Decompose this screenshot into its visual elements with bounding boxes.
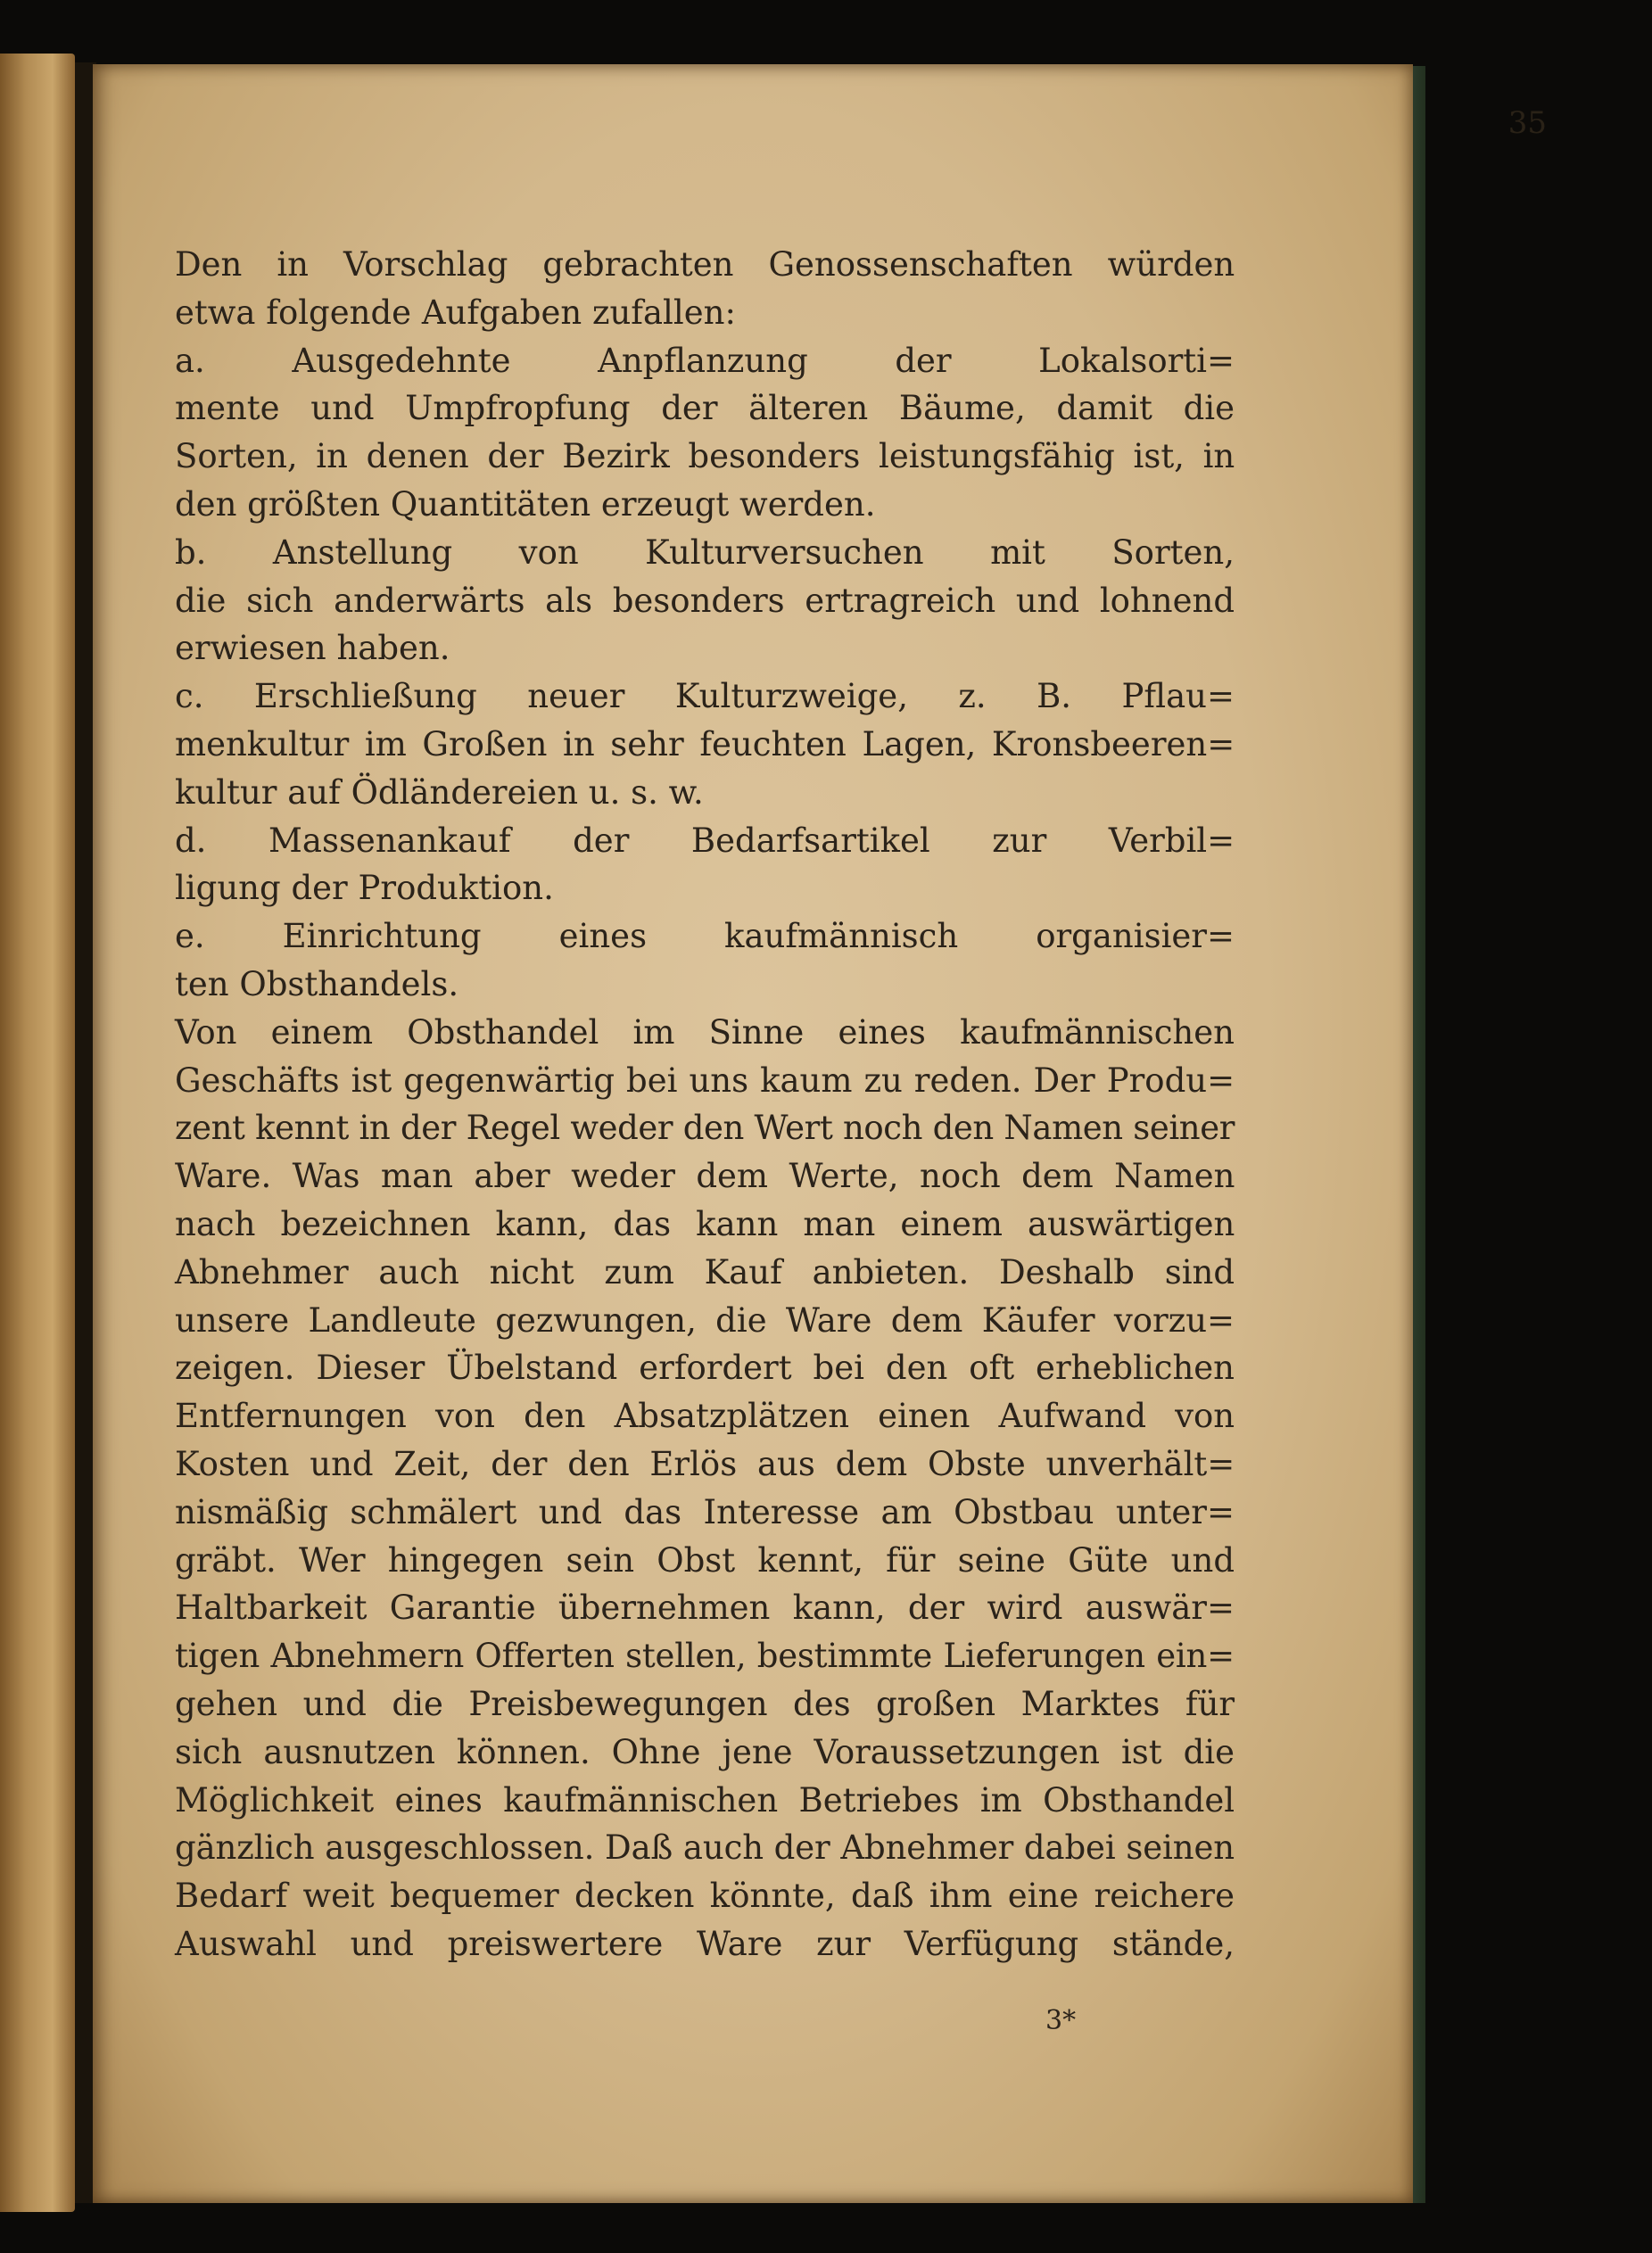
- page-number: 35: [1507, 105, 1547, 141]
- text-line: Den in Vorschlag gebrachten Genossenschaften würden: [175, 245, 1235, 284]
- text-line: gänzlich ausgeschlossen. Daß auch der Abnehmer dabei seinen: [175, 1828, 1235, 1868]
- text-line: tigen Abnehmern Offerten stellen, bestimmte Lieferungen ein=: [175, 1637, 1235, 1676]
- right-binding-edge: [1413, 66, 1425, 2203]
- text-line: mente und Umpfropfung der älteren Bäume, damit die: [175, 389, 1235, 428]
- text-line: kultur auf Ödländereien u. s. w.: [175, 772, 704, 812]
- text-line: die sich anderwärts als besonders ertragreich und lohnend: [175, 581, 1235, 620]
- text-line: Auswahl und preiswertere Ware zur Verfügung stände,: [175, 1924, 1235, 1963]
- text-line: zeigen. Dieser Übelstand erfordert bei den oft erheblichen: [175, 1349, 1235, 1388]
- text-line: erwiesen haben.: [175, 629, 450, 668]
- text-line: Entfernungen von den Absatzplätzen einen Aufwand von: [175, 1397, 1235, 1436]
- text-line: nach bezeichnen kann, das kann man einem auswärtigen: [175, 1204, 1235, 1243]
- text-line: zent kennt in der Regel weder den Wert noch den Namen seiner: [175, 1109, 1235, 1148]
- text-line: Ware. Was man aber weder dem Werte, noch dem Namen: [175, 1157, 1235, 1196]
- text-line: gräbt. Wer hingegen sein Obst kennt, für seine Güte und: [175, 1540, 1235, 1580]
- text-line: c. Erschließung neuer Kulturzweige, z. B. Pflau=: [175, 677, 1235, 716]
- body-text: [175, 241, 1235, 1968]
- text-line: Sorten, in denen der Bezirk besonders leistungsfähig ist, in: [175, 437, 1235, 476]
- text-line: ligung der Produktion.: [175, 869, 554, 908]
- text-line: den größten Quantitäten erzeugt werden.: [175, 484, 876, 524]
- text-line: Möglichkeit eines kaufmännischen Betriebes im Obsthandel: [175, 1780, 1235, 1820]
- text-line: Abnehmer auch nicht zum Kauf anbieten. Deshalb sind: [175, 1252, 1235, 1292]
- text-line: unsere Landleute gezwungen, die Ware dem Käufer vorzu=: [175, 1300, 1235, 1340]
- signature-mark: 3*: [1045, 2005, 1077, 2036]
- text-line: gehen und die Preisbewegungen des großen Marktes für: [175, 1684, 1235, 1723]
- text-line: menkultur im Großen in sehr feuchten Lagen, Kronsbeeren=: [175, 724, 1235, 763]
- text-line: Von einem Obsthandel im Sinne eines kaufmännischen: [175, 1012, 1235, 1052]
- text-line: ten Obsthandels.: [175, 964, 459, 1003]
- text-line: d. Massenankauf der Bedarfsartikel zur Verbil=: [175, 821, 1235, 860]
- left-page-edge: [0, 54, 75, 2212]
- text-line: a. Ausgedehnte Anpflanzung der Lokalsorti=: [175, 341, 1235, 380]
- text-line: Bedarf weit bequemer decken könnte, daß ihm eine reichere: [175, 1877, 1235, 1916]
- text-line: Haltbarkeit Garantie übernehmen kann, der wird auswär=: [175, 1589, 1235, 1628]
- text-line: nismäßig schmälert und das Interesse am Obstbau unter=: [175, 1492, 1235, 1531]
- text-line: e. Einrichtung eines kaufmännisch organisier=: [175, 917, 1235, 956]
- text-line: sich ausnutzen können. Ohne jene Voraussetzungen ist die: [175, 1732, 1235, 1771]
- text-line: Kosten und Zeit, der den Erlös aus dem Obste unverhält=: [175, 1444, 1235, 1483]
- text-line: etwa folgende Aufgaben zufallen:: [175, 293, 736, 332]
- text-line: Geschäfts ist gegenwärtig bei uns kaum zu reden. Der Produ=: [175, 1060, 1235, 1100]
- text-line: b. Anstellung von Kulturversuchen mit Sorten,: [175, 532, 1235, 572]
